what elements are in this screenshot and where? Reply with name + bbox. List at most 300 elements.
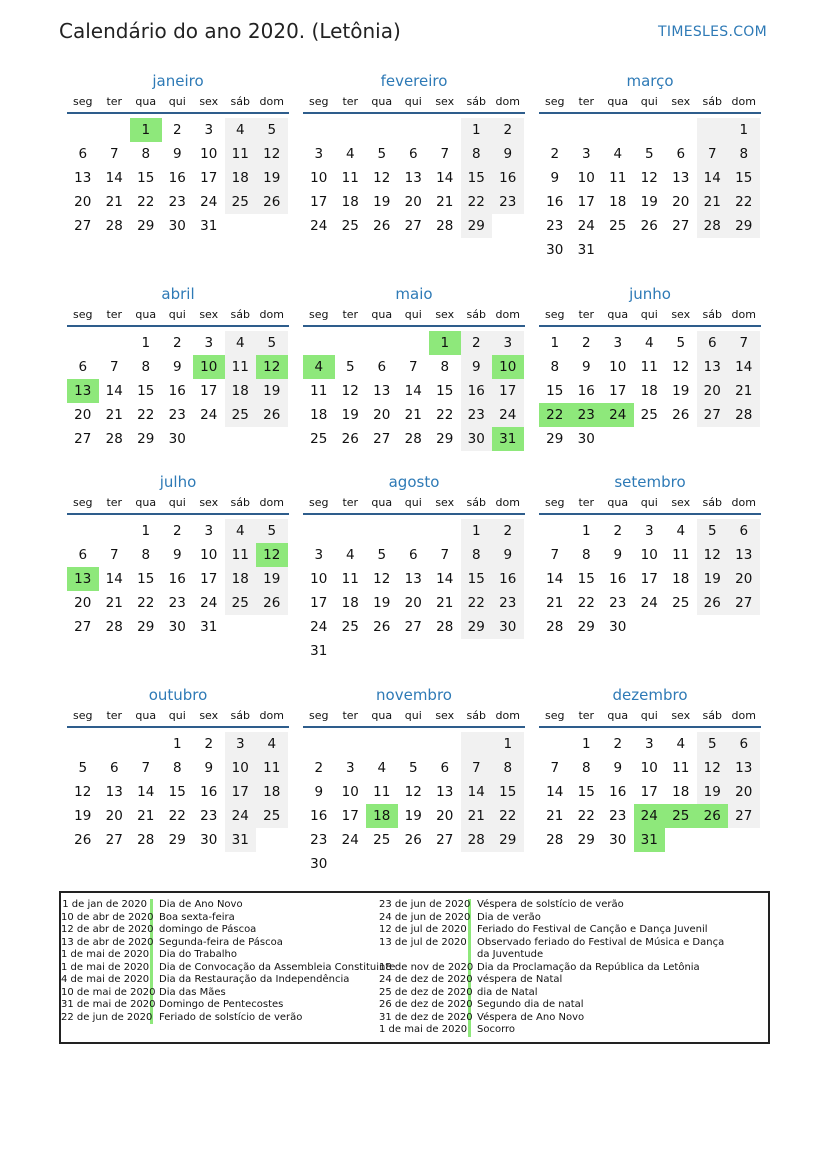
holiday-day: 25 (665, 804, 697, 828)
day-cell: 22 (436, 407, 454, 423)
month-name: março (626, 72, 674, 90)
day-cell: 12 (697, 543, 729, 567)
day-cell: 2 (461, 331, 493, 355)
day-cell: 7 (109, 547, 119, 563)
month-name: dezembro (612, 686, 688, 704)
empty-day (67, 732, 99, 756)
day-cell: 21 (105, 595, 123, 611)
day-cell: 29 (461, 615, 493, 639)
holiday-day: 1 (130, 118, 162, 142)
empty-day (539, 732, 571, 756)
day-cell: 18 (609, 194, 627, 210)
day-cell: 3 (314, 146, 324, 162)
empty-day (461, 732, 493, 756)
weekday-header (539, 706, 761, 728)
day-cell: 22 (577, 595, 595, 611)
day-cell: 14 (105, 383, 123, 399)
day-cell: 9 (461, 355, 493, 379)
day-cell: 19 (697, 780, 729, 804)
day-cell: 8 (581, 760, 591, 776)
legend-holiday-name: Boa sexta-feira (159, 911, 235, 923)
day-cell: 26 (256, 403, 288, 427)
day-cell: 21 (436, 194, 454, 210)
day-cell: 5 (345, 359, 355, 375)
legend-date: 10 de abr de 2020 (61, 911, 154, 923)
day-cell: 13 (105, 784, 123, 800)
day-cell: 7 (550, 760, 560, 776)
holiday-day: 23 (571, 403, 603, 427)
day-cell: 21 (461, 804, 493, 828)
day-cell: 5 (256, 118, 288, 142)
day-cell: 5 (377, 146, 387, 162)
day-cell: 27 (105, 832, 123, 848)
day-cell: 28 (105, 218, 123, 234)
weekday-label: sáb (230, 308, 250, 321)
weekday-header (303, 92, 525, 114)
legend-date: 1 de mai de 2020 (61, 962, 153, 975)
day-cell: 18 (640, 383, 658, 399)
weekday-label: ter (578, 308, 595, 321)
day-cell: 25 (373, 832, 391, 848)
day-cell: 18 (341, 194, 359, 210)
day-cell: 27 (728, 804, 760, 828)
day-cell: 23 (492, 591, 524, 615)
day-cell: 30 (168, 431, 186, 447)
holiday-day: 18 (366, 804, 398, 828)
days-grid (539, 732, 761, 852)
day-cell: 17 (310, 194, 328, 210)
day-cell: 14 (436, 170, 454, 186)
weekday-label: qua (135, 709, 157, 722)
day-cell: 18 (256, 780, 288, 804)
weekday-label: qui (640, 308, 658, 321)
empty-day (429, 519, 461, 543)
day-cell: 29 (137, 431, 155, 447)
site-link[interactable]: TIMESLES.COM (658, 24, 767, 40)
weekday-label: qua (371, 709, 393, 722)
day-cell: 25 (225, 190, 257, 214)
days-grid (303, 732, 525, 876)
day-cell: 22 (728, 190, 760, 214)
day-cell: 3 (613, 335, 623, 351)
weekday-label: qua (607, 709, 629, 722)
day-cell: 28 (546, 619, 564, 635)
empty-day (303, 118, 335, 142)
day-cell: 13 (373, 383, 391, 399)
month-9 (67, 684, 289, 852)
empty-day (99, 118, 131, 142)
day-cell: 21 (697, 190, 729, 214)
day-cell: 2 (204, 736, 214, 752)
day-cell: 7 (408, 359, 418, 375)
day-cell: 23 (546, 218, 564, 234)
day-cell: 18 (672, 571, 690, 587)
weekday-label: dom (259, 496, 284, 509)
empty-day (398, 331, 430, 355)
legend-holiday-name: Dia de Convocação da Assembleia Constituinte (159, 961, 396, 973)
weekday-label: qui (404, 496, 422, 509)
weekday-label: seg (73, 496, 93, 509)
weekday-label: qui (168, 496, 186, 509)
holiday-day: 22 (539, 403, 571, 427)
weekday-label: dom (259, 709, 284, 722)
day-cell: 13 (697, 355, 729, 379)
day-cell: 25 (341, 619, 359, 635)
day-cell: 4 (225, 118, 257, 142)
day-cell: 14 (697, 166, 729, 190)
legend-date: 24 de jun de 2020 (379, 911, 471, 923)
weekday-label: ter (106, 95, 123, 108)
day-cell: 7 (440, 547, 450, 563)
weekday-header (303, 493, 525, 515)
day-cell: 16 (168, 383, 186, 399)
legend-row (61, 1012, 395, 1025)
day-cell: 6 (728, 732, 760, 756)
day-cell: 13 (404, 170, 422, 186)
day-cell: 17 (609, 383, 627, 399)
day-cell: 1 (550, 335, 560, 351)
day-cell: 20 (404, 194, 422, 210)
holiday-day: 12 (256, 355, 288, 379)
day-cell: 14 (728, 355, 760, 379)
day-cell: 28 (697, 214, 729, 238)
empty-day (303, 331, 335, 355)
legend-date: 10 de mai de 2020 (61, 986, 156, 998)
legend-date: 13 de jul de 2020 (379, 937, 471, 962)
empty-day (303, 732, 335, 756)
days-grid (67, 732, 289, 852)
month-name: setembro (614, 473, 686, 491)
legend-row (379, 912, 727, 925)
legend-holiday-name: Dia das Mães (159, 986, 226, 998)
day-cell: 9 (204, 760, 214, 776)
empty-day (99, 519, 131, 543)
day-cell: 19 (373, 194, 391, 210)
day-cell: 13 (436, 784, 454, 800)
day-cell: 24 (200, 595, 218, 611)
day-cell: 19 (640, 194, 658, 210)
day-cell: 10 (609, 359, 627, 375)
weekday-label: sáb (466, 709, 486, 722)
day-cell: 15 (546, 383, 564, 399)
legend-date: 12 de jul de 2020 (379, 924, 471, 937)
empty-day (99, 331, 131, 355)
weekday-label: sex (199, 308, 219, 321)
day-cell: 19 (256, 567, 288, 591)
day-cell: 30 (546, 242, 564, 258)
day-cell: 11 (672, 547, 690, 563)
legend-holiday-name: Feriado do Festival de Canção e Dança Juvenil (477, 924, 708, 935)
day-cell: 5 (256, 331, 288, 355)
legend-row (379, 899, 727, 912)
weekday-label: seg (73, 308, 93, 321)
day-cell: 17 (200, 383, 218, 399)
weekday-label: qui (640, 95, 658, 108)
day-cell: 8 (141, 146, 151, 162)
day-cell: 20 (74, 595, 92, 611)
weekday-label: qui (404, 95, 422, 108)
day-cell: 1 (728, 118, 760, 142)
weekday-header (67, 493, 289, 515)
day-cell: 30 (168, 218, 186, 234)
day-cell: 26 (640, 218, 658, 234)
day-cell: 28 (728, 403, 760, 427)
day-cell: 11 (341, 170, 359, 186)
day-cell: 26 (74, 832, 92, 848)
day-cell: 27 (697, 403, 729, 427)
page-title: Calendário do ano 2020. (Letônia) (59, 19, 401, 43)
day-cell: 12 (256, 142, 288, 166)
legend-date: 1 de mai de 2020 (61, 949, 153, 962)
legend-date: 31 de mai de 2020 (61, 999, 156, 1010)
day-cell: 4 (644, 335, 654, 351)
day-cell: 14 (404, 383, 422, 399)
day-cell: 12 (640, 170, 658, 186)
legend-date: 25 de dez de 2020 (379, 986, 473, 998)
day-cell: 30 (168, 619, 186, 635)
day-cell: 15 (577, 571, 595, 587)
weekday-header (539, 493, 761, 515)
legend-date: 12 de abr de 2020 (61, 924, 154, 935)
day-cell: 30 (609, 832, 627, 848)
day-cell: 2 (613, 523, 623, 539)
day-cell: 18 (310, 407, 328, 423)
day-cell: 13 (672, 170, 690, 186)
legend-holiday-name: Feriado de solstício de verão (159, 1011, 303, 1023)
weekday-label: qui (640, 496, 658, 509)
day-cell: 6 (408, 547, 418, 563)
days-grid (67, 331, 289, 451)
day-cell: 19 (256, 166, 288, 190)
weekday-label: qua (371, 308, 393, 321)
day-cell: 16 (609, 571, 627, 587)
weekday-label: seg (545, 709, 565, 722)
empty-day (366, 118, 398, 142)
legend-holiday-name: Dia do Trabalho (159, 949, 238, 960)
day-cell: 31 (310, 643, 328, 659)
day-cell: 16 (461, 379, 493, 403)
weekday-label: ter (342, 496, 359, 509)
day-cell: 5 (697, 519, 729, 543)
day-cell: 2 (172, 122, 182, 138)
weekday-label: sáb (702, 95, 722, 108)
legend-holiday-name: Domingo de Pentecostes (159, 999, 284, 1010)
days-grid (67, 118, 289, 238)
holiday-day: 26 (697, 804, 729, 828)
day-cell: 25 (310, 431, 328, 447)
day-cell: 15 (492, 780, 524, 804)
day-cell: 11 (310, 383, 328, 399)
holiday-legend (59, 891, 770, 1044)
day-cell: 28 (105, 431, 123, 447)
day-cell: 11 (672, 760, 690, 776)
day-cell: 10 (310, 170, 328, 186)
day-cell: 9 (550, 170, 560, 186)
day-cell: 7 (728, 331, 760, 355)
weekday-label: qua (135, 496, 157, 509)
day-cell: 27 (373, 431, 391, 447)
day-cell: 6 (377, 359, 387, 375)
month-2 (539, 70, 761, 262)
day-cell: 16 (168, 571, 186, 587)
legend-row (61, 974, 395, 987)
day-cell: 4 (676, 736, 686, 752)
empty-day (539, 519, 571, 543)
month-name: julho (159, 473, 197, 491)
weekday-label: sáb (230, 496, 250, 509)
days-grid (67, 519, 289, 639)
day-cell: 9 (492, 543, 524, 567)
weekday-label: dom (731, 496, 756, 509)
empty-day (335, 732, 367, 756)
weekday-header (67, 305, 289, 327)
month-name: novembro (376, 686, 452, 704)
day-cell: 4 (613, 146, 623, 162)
empty-day (366, 732, 398, 756)
day-cell: 26 (404, 832, 422, 848)
days-grid (539, 519, 761, 639)
day-cell: 16 (168, 170, 186, 186)
empty-day (429, 732, 461, 756)
day-cell: 8 (141, 547, 151, 563)
day-cell: 5 (697, 732, 729, 756)
weekday-label: dom (495, 308, 520, 321)
day-cell: 20 (697, 379, 729, 403)
day-cell: 5 (377, 547, 387, 563)
legend-holiday-name: Dia da Restauração da Independência (159, 974, 350, 985)
day-cell: 8 (461, 543, 493, 567)
legend-date: 4 de mai de 2020 (61, 974, 153, 987)
day-cell: 13 (404, 571, 422, 587)
day-cell: 23 (461, 403, 493, 427)
weekday-label: seg (309, 95, 329, 108)
holiday-day: 31 (634, 828, 666, 852)
legend-row (61, 912, 395, 925)
day-cell: 3 (345, 760, 355, 776)
day-cell: 1 (141, 523, 151, 539)
legend-holiday-name: Véspera de Ano Novo (477, 1011, 585, 1023)
day-cell: 11 (373, 784, 391, 800)
legend-column-left (61, 899, 395, 1024)
day-cell: 4 (345, 146, 355, 162)
weekday-header (303, 706, 525, 728)
day-cell: 26 (373, 218, 391, 234)
day-cell: 30 (200, 832, 218, 848)
days-grid (539, 118, 761, 262)
month-10 (303, 684, 525, 876)
empty-day (99, 732, 131, 756)
empty-day (398, 519, 430, 543)
day-cell: 17 (310, 595, 328, 611)
day-cell: 6 (78, 359, 88, 375)
day-cell: 9 (613, 760, 623, 776)
weekday-label: dom (731, 308, 756, 321)
day-cell: 14 (105, 571, 123, 587)
day-cell: 26 (672, 407, 690, 423)
day-cell: 20 (728, 780, 760, 804)
day-cell: 28 (461, 828, 493, 852)
day-cell: 5 (408, 760, 418, 776)
day-cell: 8 (440, 359, 450, 375)
legend-holiday-name: Socorro (477, 1024, 516, 1035)
day-cell: 12 (404, 784, 422, 800)
weekday-label: sex (671, 709, 691, 722)
month-0 (67, 70, 289, 238)
weekday-label: ter (578, 95, 595, 108)
day-cell: 2 (492, 519, 524, 543)
day-cell: 8 (461, 142, 493, 166)
day-cell: 25 (225, 591, 257, 615)
empty-day (398, 118, 430, 142)
day-cell: 18 (225, 166, 257, 190)
empty-day (67, 331, 99, 355)
weekday-label: sex (671, 496, 691, 509)
weekday-label: ter (578, 709, 595, 722)
day-cell: 2 (613, 736, 623, 752)
empty-day (571, 118, 603, 142)
day-cell: 15 (728, 166, 760, 190)
legend-date: 1 de mai de 2020 (379, 1024, 471, 1037)
holiday-day: 12 (256, 543, 288, 567)
day-cell: 5 (256, 519, 288, 543)
day-cell: 30 (609, 619, 627, 635)
day-cell: 21 (105, 194, 123, 210)
month-5 (539, 283, 761, 451)
day-cell: 2 (172, 523, 182, 539)
day-cell: 24 (310, 218, 328, 234)
day-cell: 22 (577, 808, 595, 824)
legend-holiday-name: dia de Natal (477, 986, 538, 998)
day-cell: 25 (225, 403, 257, 427)
weekday-header (303, 305, 525, 327)
day-cell: 7 (141, 760, 151, 776)
day-cell: 10 (200, 146, 218, 162)
day-cell: 23 (609, 808, 627, 824)
month-name: outubro (148, 686, 208, 704)
legend-row (379, 1012, 727, 1025)
day-cell: 15 (137, 571, 155, 587)
day-cell: 10 (577, 170, 595, 186)
day-cell: 27 (404, 619, 422, 635)
weekday-label: sáb (702, 308, 722, 321)
days-grid (303, 118, 525, 238)
day-cell: 12 (697, 756, 729, 780)
day-cell: 17 (640, 571, 658, 587)
weekday-label: seg (545, 95, 565, 108)
day-cell: 19 (404, 808, 422, 824)
day-cell: 10 (640, 547, 658, 563)
day-cell: 6 (676, 146, 686, 162)
holiday-day: 1 (429, 331, 461, 355)
empty-day (335, 331, 367, 355)
day-cell: 1 (461, 519, 493, 543)
day-cell: 1 (581, 523, 591, 539)
month-6 (67, 471, 289, 639)
day-cell: 4 (345, 547, 355, 563)
weekday-label: qua (607, 308, 629, 321)
day-cell: 6 (697, 331, 729, 355)
weekday-label: ter (342, 709, 359, 722)
day-cell: 16 (609, 784, 627, 800)
holiday-day: 24 (634, 804, 666, 828)
day-cell: 21 (728, 379, 760, 403)
day-cell: 23 (609, 595, 627, 611)
holiday-day: 10 (492, 355, 524, 379)
day-cell: 15 (137, 170, 155, 186)
day-cell: 13 (74, 170, 92, 186)
day-cell: 1 (172, 736, 182, 752)
day-cell: 14 (461, 780, 493, 804)
